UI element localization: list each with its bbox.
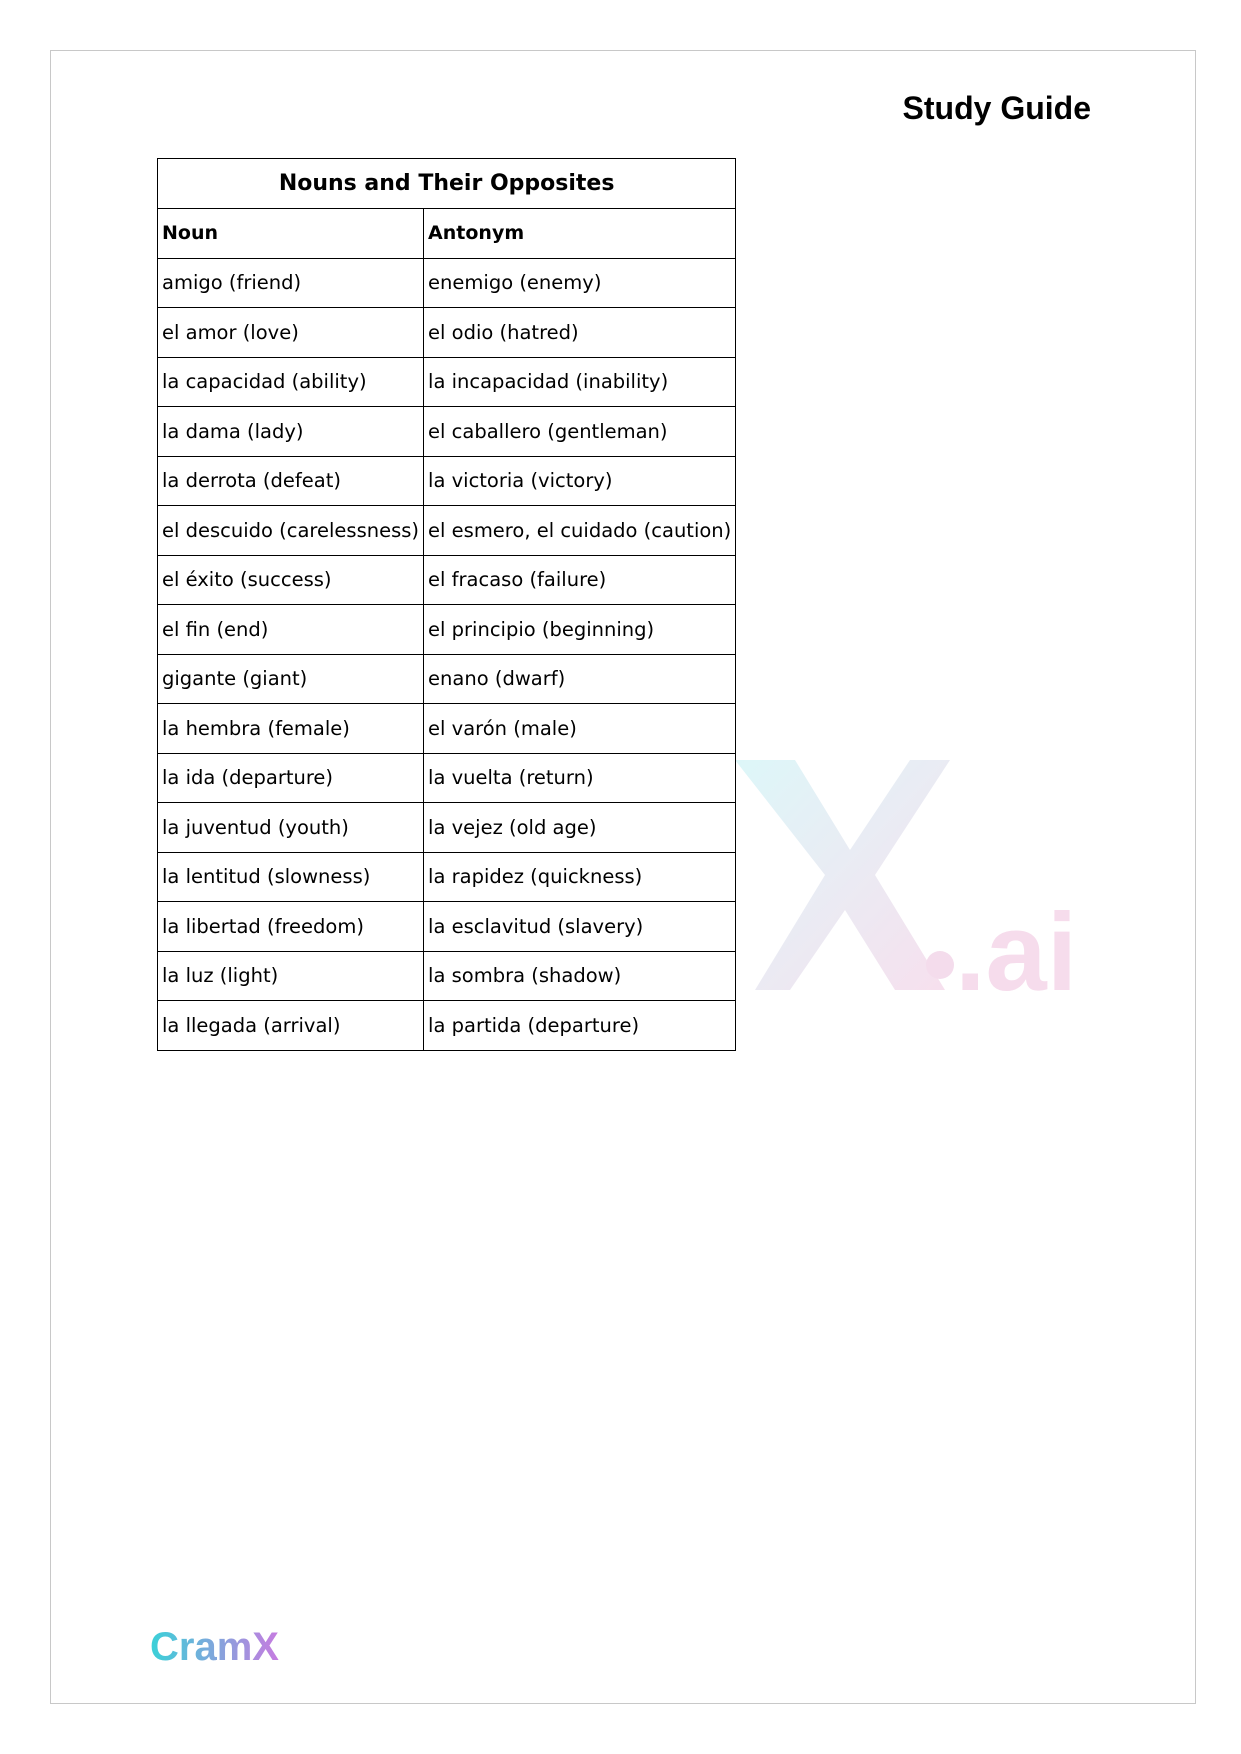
table-row — [158, 555, 736, 605]
antonym-cell: la partida (departure) — [424, 1001, 736, 1051]
antonym-cell: la vejez (old age) — [424, 803, 736, 853]
noun-cell: la juventud (youth) — [158, 803, 424, 853]
noun-cell: el éxito (success) — [158, 555, 424, 605]
antonym-cell: enano (dwarf) — [424, 654, 736, 704]
column-header-noun: Noun — [158, 209, 424, 259]
noun-cell: la lentitud (slowness) — [158, 852, 424, 902]
noun-cell: gigante (giant) — [158, 654, 424, 704]
page-title: Study Guide — [902, 90, 1091, 126]
noun-cell: el descuido (carelessness) — [158, 506, 424, 556]
noun-cell: la dama (lady) — [158, 407, 424, 457]
vocabulary-table — [157, 158, 736, 1051]
antonym-cell: la sombra (shadow) — [424, 951, 736, 1001]
antonym-cell: enemigo (enemy) — [424, 258, 736, 308]
noun-cell: la libertad (freedom) — [158, 902, 424, 952]
noun-cell: la luz (light) — [158, 951, 424, 1001]
table-row — [158, 803, 736, 853]
noun-cell: amigo (friend) — [158, 258, 424, 308]
logo-x: X — [252, 1625, 279, 1669]
cramx-logo — [150, 1616, 300, 1676]
noun-cell: la llegada (arrival) — [158, 1001, 424, 1051]
table-row — [158, 308, 736, 358]
column-header-antonym: Antonym — [424, 209, 736, 259]
table-title: Nouns and Their Opposites — [158, 159, 736, 209]
antonym-cell: el fracaso (failure) — [424, 555, 736, 605]
antonym-cell: la victoria (victory) — [424, 456, 736, 506]
noun-cell: la derrota (defeat) — [158, 456, 424, 506]
antonym-cell: el caballero (gentleman) — [424, 407, 736, 457]
table-row — [158, 506, 736, 556]
antonym-cell: la esclavitud (slavery) — [424, 902, 736, 952]
antonym-cell: el esmero, el cuidado (caution) — [424, 506, 736, 556]
antonym-cell: la vuelta (return) — [424, 753, 736, 803]
table-row — [158, 407, 736, 457]
noun-cell: la ida (departure) — [158, 753, 424, 803]
table-row — [158, 654, 736, 704]
table-row — [158, 951, 736, 1001]
antonym-cell: el principio (beginning) — [424, 605, 736, 655]
watermark-text: .ai — [955, 891, 1078, 1000]
table-row — [158, 456, 736, 506]
logo-text: Cram — [150, 1625, 253, 1669]
table-row — [158, 902, 736, 952]
table-row — [158, 258, 736, 308]
table-row — [158, 852, 736, 902]
noun-cell: la capacidad (ability) — [158, 357, 424, 407]
table-row — [158, 704, 736, 754]
table-row — [158, 605, 736, 655]
antonym-cell: el varón (male) — [424, 704, 736, 754]
noun-cell: la hembra (female) — [158, 704, 424, 754]
antonym-cell: el odio (hatred) — [424, 308, 736, 358]
table-row — [158, 753, 736, 803]
antonym-cell: la rapidez (quickness) — [424, 852, 736, 902]
svg-text:CramX — [150, 1625, 279, 1669]
noun-cell: el fin (end) — [158, 605, 424, 655]
noun-cell: el amor (love) — [158, 308, 424, 358]
table-row — [158, 357, 736, 407]
table-row — [158, 1001, 736, 1051]
antonym-cell: la incapacidad (inability) — [424, 357, 736, 407]
